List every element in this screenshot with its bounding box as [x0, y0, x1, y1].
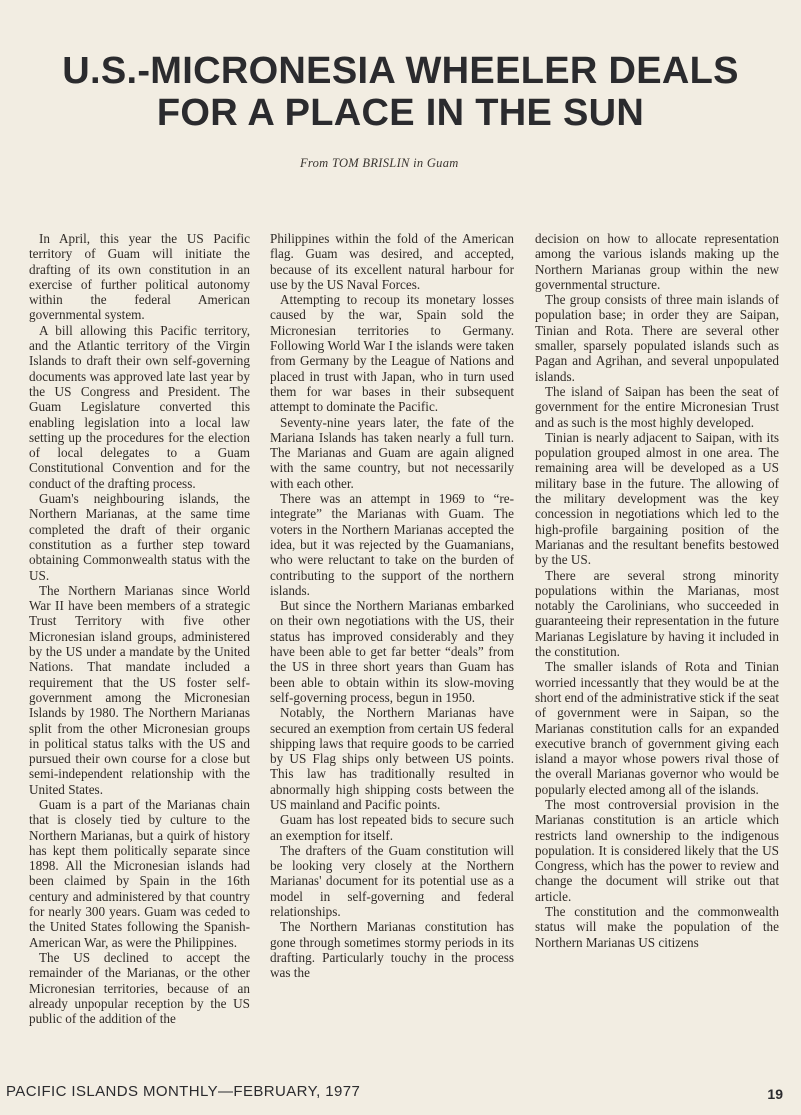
- headline-line-1: U.S.-MICRONESIA WHEELER DEALS: [62, 50, 739, 92]
- publication-footer: PACIFIC ISLANDS MONTHLY—FEBRUARY, 1977: [6, 1083, 361, 1100]
- paragraph: The group consists of three main islands of population base; in order they are Saipan, Tinian and Rota. There are several other smaller, sparsely populated islands such as Pagan and Agrihan, and several unpopulated islands.: [535, 292, 779, 384]
- paragraph: The smaller islands of Rota and Tinian worried incessantly that they would be at the short end of the administrative stick if the seat of government were in Saipan, so the Marianas constitution calls for an expanded executive branch of government giving each island a mayor whose powers rival those of the overall Marianas governor who would be popularly elected among all of the islands.: [535, 659, 779, 797]
- paragraph: The Northern Marianas since World War II have been members of a strategic Trust Territory with five other Micronesian island groups, administered by the US under a mandate by the United Nations. That mandate included a requirement that the US foster self-government among the Micronesian Islands by 1980. The Northern Marianas split from the other Micronesian groups in political status talks with the US and pursued their own course for a close but semi-independent relationship with the United States.: [29, 582, 250, 797]
- article-column-2: [270, 231, 514, 981]
- paragraph: The constitution and the commonwealth status will make the population of the Northern Marianas US citizens: [535, 904, 779, 950]
- paragraph: The most controversial provision in the Marianas constitution is an article which restricts land ownership to the indigenous population. It is considered likely that the US Congress, which has the power to review and change the document will strike out that article.: [535, 796, 779, 904]
- headline: [20, 50, 781, 134]
- paragraph: Attempting to recoup its monetary losses caused by the war, Spain sold the Micronesian territories to Germany. Following World War I the islands were taken from Germany by the League of Nations and placed in trust with Japan, who in turn used them for war bases in their subsequent attempt to dominate the Pacific.: [270, 292, 514, 415]
- paragraph: Guam has lost repeated bids to secure such an exemption for itself.: [270, 812, 514, 843]
- paragraph: Philippines within the fold of the American flag. Guam was desired, and accepted, because of its excellent natural harbour for use by the US Naval Forces.: [270, 231, 514, 292]
- page-number: 19: [767, 1086, 783, 1102]
- paragraph: decision on how to allocate representation among the various islands making up the Northern Marianas group within the new governmental structure.: [535, 231, 779, 292]
- article-column-1: [29, 231, 250, 1026]
- paragraph: Tinian is nearly adjacent to Saipan, with its population grouped almost in one area. The remaining area will be developed as a US military base in the future. The allowing of the military development was the key concession in negotiations which led to the high-profile bargaining position of the Marianas and the resultant benefits bestowed by the US.: [535, 429, 779, 568]
- paragraph: Guam's neighbouring islands, the Northern Marianas, at the same time completed the draft of their organic constitution as a further step toward obtaining Commonwealth status with the US.: [29, 491, 250, 583]
- byline: From TOM BRISLIN in Guam: [300, 156, 459, 170]
- paragraph: The Northern Marianas constitution has gone through sometimes stormy periods in its drafting. Particularly touchy in the process was the: [270, 919, 514, 981]
- paragraph: The island of Saipan has been the seat of government for the entire Micronesian Trust and as such is the most highly developed.: [535, 383, 779, 430]
- paragraph: A bill allowing this Pacific territory, and the Atlantic territory of the Virgin Islands to draft their own self-governing documents was approved late last year by the US Congress and President. The Guam Legislature converted this enabling legislation into a local law setting up the procedures for the election of local delegates to a Guam Constitutional Convention and for the conduct of the drafting process.: [29, 322, 250, 491]
- paragraph: Notably, the Northern Marianas have secured an exemption from certain US federal shipping laws that require goods to be carried by US Flag ships only between US points. This law has traditionally resulted in abnormally high shipping costs between the US mainland and Pacific points.: [270, 705, 514, 812]
- paragraph: But since the Northern Marianas embarked on their own negotiations with the US, their status has improved considerably and they have been able to get far better “deals” from the US in three short years than Guam has been able to obtain within its slow-moving self-governing process, begun in 1950.: [270, 598, 514, 705]
- paragraph: The drafters of the Guam constitution will be looking very closely at the Northern Marianas' document for its potential use as a model in self-governing and federal relationships.: [270, 842, 514, 920]
- paragraph: The US declined to accept the remainder of the Marianas, or the other Micronesian territories, because of an already unpopular reception by the US public of the addition of the: [29, 949, 250, 1027]
- headline-line-2: FOR A PLACE IN THE SUN: [156, 92, 645, 134]
- article-column-3: [535, 231, 779, 950]
- paragraph: There was an attempt in 1969 to “re-integrate” the Marianas with Guam. The voters in the Northern Marianas accepted the idea, but it was rejected by the Guamanians, who were reluctant to take on the burden of contributing to the support of the northern islands.: [270, 491, 514, 598]
- paragraph: There are several strong minority populations within the Marianas, most notably the Carolinians, who succeeded in guaranteeing their representation in the future Marianas Legislature by having it included in the constitution.: [535, 567, 779, 660]
- paragraph: Guam is a part of the Marianas chain that is closely tied by culture to the Northern Marianas, but a quirk of history has kept them politically separate since 1898. All the Micronesian islands had been claimed by Spain in the 16th century and administered by that country for nearly 300 years. Guam was ceded to the United States following the Spanish-American War, as were the Philippines.: [29, 796, 250, 950]
- paragraph: In April, this year the US Pacific territory of Guam will initiate the drafting of its own constitution in an exercise of further political autonomy within the federal American governmental system.: [29, 231, 250, 323]
- paragraph: Seventy-nine years later, the fate of the Mariana Islands has taken nearly a full turn. The Marianas and Guam are again aligned with the same country, but not necessarily with each other.: [270, 414, 514, 491]
